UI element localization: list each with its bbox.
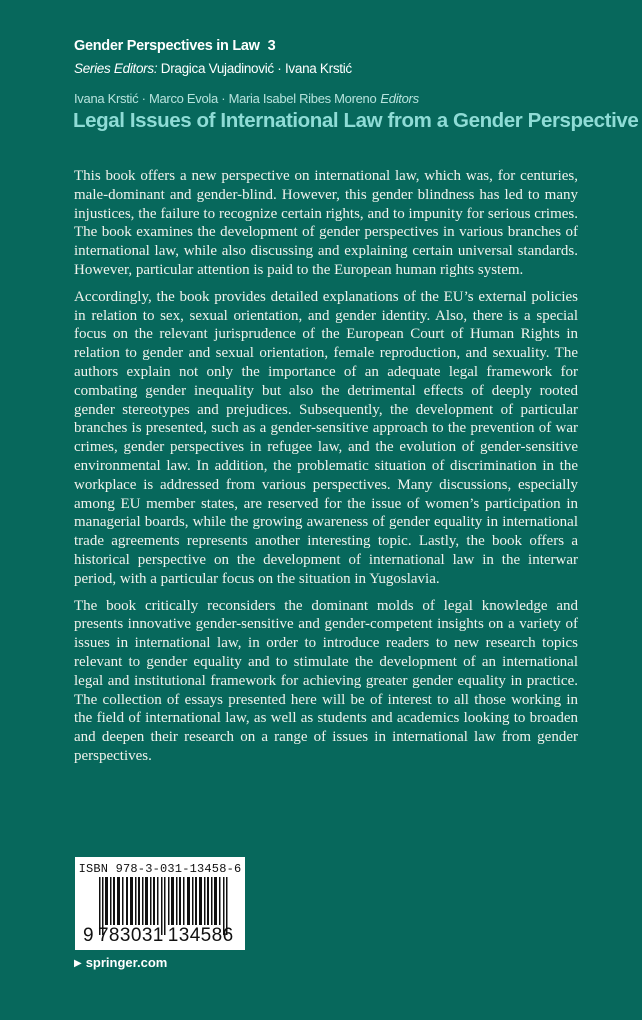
series-editors [74,61,352,76]
book-editors-label: Editors [380,91,419,106]
series-title [74,38,275,54]
blurb-paragraph: Accordingly, the book provides detailed explanations of the EU’s external policies in relation to sex, sexual orientation, and gender identity. Also, there is a special focus on the relevant jurisprudence of the European Court of Human Rights in relation to gender and sexual orientation, female reproduction, and sexuality. The authors explain not only the importance of an adequate legal framework for combating gender inequality but also the detrimental effects of deeply rooted gender stereotypes and prejudices. Subsequently, the development of particular branches is presented, such as a gender-sensitive approach to the prevention of war crimes, gender perspectives in refugee law, and the evolution of gender-sensitive environmental law. In addition, the problematic situation of discrimination in the workplace is addressed from various perspectives. Many discussions, especially among EU member states, are reserved for the issue of women’s participation in managerial boards, while the growing awareness of gender equality in international trade agreements represents another interesting topic. Lastly, the book offers a historical perspective on the development of international law in the interwar period, with a particular focus on the situation in Yugoslavia. [74,288,578,587]
isbn-barcode [75,857,245,950]
isbn-label: ISBN 978-3-031-13458-6 [78,862,242,876]
publisher-url[interactable]: springer.com [85,955,168,970]
series-volume: 3 [267,38,276,54]
series-name: Gender Perspectives in Law [74,38,260,54]
blurb-paragraph: This book offers a new perspective on international law, which was, for centuries, male-dominant and gender-blind. However, this gender blindness has led to many injustices, the failure to recognize certain rights, and to impunity for serious crimes. The book examines the development of gender perspectives in various branches of international law, while also discussing and explaining certain universal standards. However, particular attention is paid to the European human rights system. [74,168,578,278]
book-title: Legal Issues of International Law from a Gender Perspective [73,109,639,132]
blurb [74,167,578,774]
publisher-link[interactable] [74,955,167,970]
series-editors-names: Dragica Vujadinović · Ivana Krstić [160,61,352,76]
series-editors-label: Series Editors: [74,61,158,76]
barcode-digits [83,925,243,947]
triangle-right-icon: ▶ [74,958,82,969]
barcode-digit-lead: 9 [83,925,94,946]
blurb-paragraph: The book critically reconsiders the dominant molds of legal knowledge and presents innovative gender-sensitive and gender-competent insights on a variety of issues in international law, in order to introduce readers to new research topics relevant to gender equality and to stimulate the development of an international legal and institutional framework for achieving greater gender equality in practice. The collection of essays presented here will be of interest to all those working in the field of international law, as well as students and academics looking to broaden and deepen their research on a range of issues in international law from gender perspectives. [74,597,578,764]
book-editors [74,91,419,106]
book-editors-names: Ivana Krstić · Marco Evola · Maria Isabel Ribes Moreno [74,91,377,106]
barcode-digit-group2: 134586 [167,925,234,946]
barcode-digit-group1: 783031 [97,925,164,946]
